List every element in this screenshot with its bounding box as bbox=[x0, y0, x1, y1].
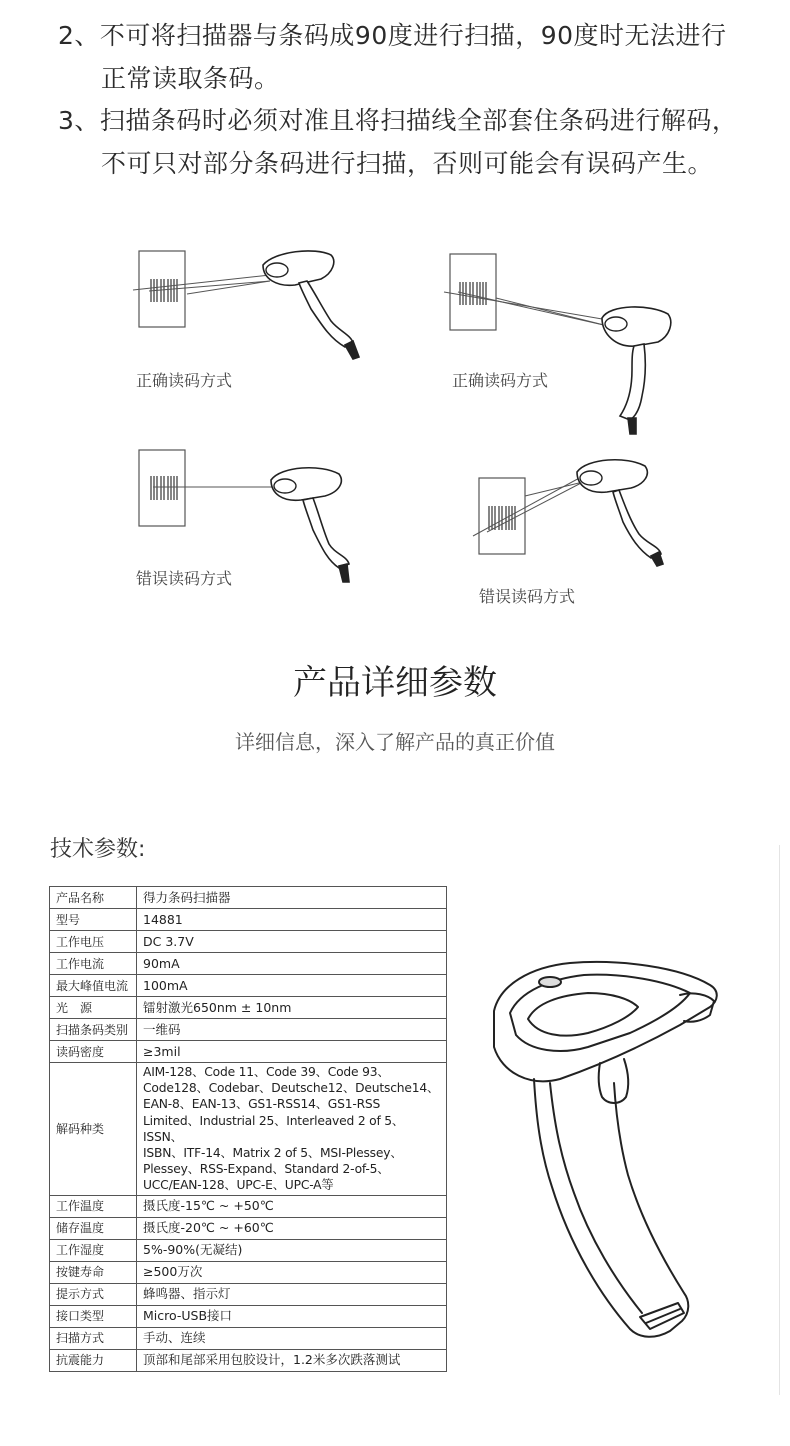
spec-key: 读码密度 bbox=[50, 1041, 137, 1063]
decode-line: UCC/EAN-128、UPC-E、UPC-A等 bbox=[143, 1178, 334, 1193]
spec-key: 抗震能力 bbox=[50, 1349, 137, 1371]
spec-row bbox=[50, 1019, 447, 1041]
note-3-line-1: 3、扫描条码时必须对准且将扫描线全部套住条码进行解码， bbox=[58, 106, 738, 135]
spec-key: 按键寿命 bbox=[50, 1261, 137, 1283]
diagram-caption-correct-2: 正确读码方式 bbox=[452, 371, 549, 390]
spec-key: 工作电压 bbox=[50, 931, 137, 953]
diagram-caption-correct-1: 正确读码方式 bbox=[136, 371, 233, 390]
diagram-correct-2 bbox=[440, 248, 690, 438]
diagram-caption-wrong-2: 错误读码方式 bbox=[479, 587, 576, 606]
spec-key: 储存温度 bbox=[50, 1217, 137, 1239]
spec-row bbox=[50, 1261, 447, 1283]
spec-value: 得力条码扫描器 bbox=[137, 887, 447, 909]
spec-key: 工作电流 bbox=[50, 953, 137, 975]
note-2-line-2: 正常读取条码。 bbox=[101, 64, 280, 93]
spec-row bbox=[50, 1041, 447, 1063]
spec-table bbox=[49, 886, 447, 1372]
decode-line: Code128、Codebar、Deutsche12、Deutsche14、 bbox=[143, 1081, 440, 1096]
spec-value: 100mA bbox=[137, 975, 447, 997]
note-2-line-1: 2、不可将扫描器与条码成90度进行扫描，90度时无法进行 bbox=[58, 21, 727, 50]
spec-row bbox=[50, 931, 447, 953]
spec-value: 镭射激光650nm ± 10nm bbox=[137, 997, 447, 1019]
spec-value: 顶部和尾部采用包胶设计，1.2米多次跌落测试 bbox=[137, 1349, 447, 1371]
decode-line: ISBN、ITF-14、Matrix 2 of 5、MSI-Plessey、 bbox=[143, 1146, 403, 1161]
divider bbox=[779, 845, 780, 1395]
spec-value: ≥500万次 bbox=[137, 1261, 447, 1283]
spec-key: 提示方式 bbox=[50, 1283, 137, 1305]
spec-value: 摄氏度-20℃ ~ +60℃ bbox=[137, 1217, 447, 1239]
spec-row bbox=[50, 1217, 447, 1239]
spec-row bbox=[50, 1327, 447, 1349]
spec-row bbox=[50, 887, 447, 909]
note-3-line-2: 不可只对部分条码进行扫描，否则可能会有误码产生。 bbox=[101, 149, 714, 178]
spec-row bbox=[50, 1349, 447, 1371]
spec-row bbox=[50, 997, 447, 1019]
section-title: 产品详细参数 bbox=[293, 663, 497, 703]
spec-row bbox=[50, 1239, 447, 1261]
decode-line: Limited、Industrial 25、Interleaved 2 of 5、ISSN、 bbox=[143, 1113, 405, 1144]
spec-value: 蜂鸣器、指示灯 bbox=[137, 1283, 447, 1305]
spec-value: Micro-USB接口 bbox=[137, 1305, 447, 1327]
diagram-wrong-2 bbox=[465, 448, 690, 568]
spec-value: 手动、连续 bbox=[137, 1327, 447, 1349]
spec-row bbox=[50, 1283, 447, 1305]
spec-value: DC 3.7V bbox=[137, 931, 447, 953]
spec-key: 产品名称 bbox=[50, 887, 137, 909]
spec-value: ≥3mil bbox=[137, 1041, 447, 1063]
decode-line: EAN-8、EAN-13、GS1-RSS14、GS1-RSS bbox=[143, 1097, 381, 1112]
spec-key: 解码种类 bbox=[50, 1063, 137, 1196]
spec-key: 接口类型 bbox=[50, 1305, 137, 1327]
spec-value-decode-types bbox=[137, 1063, 447, 1196]
spec-heading: 技术参数: bbox=[50, 837, 146, 862]
spec-row bbox=[50, 953, 447, 975]
spec-row bbox=[50, 1305, 447, 1327]
scanner-illustration bbox=[480, 955, 725, 1345]
diagram-correct-1 bbox=[125, 235, 375, 370]
spec-value: 14881 bbox=[137, 909, 447, 931]
spec-row bbox=[50, 909, 447, 931]
spec-value: 5%-90%(无凝结) bbox=[137, 1239, 447, 1261]
spec-row bbox=[50, 975, 447, 997]
spec-row bbox=[50, 1195, 447, 1217]
spec-value: 一维码 bbox=[137, 1019, 447, 1041]
spec-key: 光 源 bbox=[50, 997, 137, 1019]
spec-key: 工作温度 bbox=[50, 1195, 137, 1217]
diagram-wrong-1 bbox=[125, 446, 375, 586]
spec-key: 工作湿度 bbox=[50, 1239, 137, 1261]
spec-key: 最大峰值电流 bbox=[50, 975, 137, 997]
section-subtitle: 详细信息，深入了解产品的真正价值 bbox=[235, 730, 555, 754]
diagram-caption-wrong-1: 错误读码方式 bbox=[136, 569, 233, 588]
spec-value: 摄氏度-15℃ ~ +50℃ bbox=[137, 1195, 447, 1217]
decode-line: Plessey、RSS-Expand、Standard 2-of-5、 bbox=[143, 1162, 390, 1177]
spec-key: 扫描条码类别 bbox=[50, 1019, 137, 1041]
decode-line: AIM-128、Code 11、Code 39、Code 93、 bbox=[143, 1065, 390, 1079]
spec-key: 扫描方式 bbox=[50, 1327, 137, 1349]
spec-key: 型号 bbox=[50, 909, 137, 931]
spec-value: 90mA bbox=[137, 953, 447, 975]
spec-row-decode-types bbox=[50, 1063, 447, 1196]
